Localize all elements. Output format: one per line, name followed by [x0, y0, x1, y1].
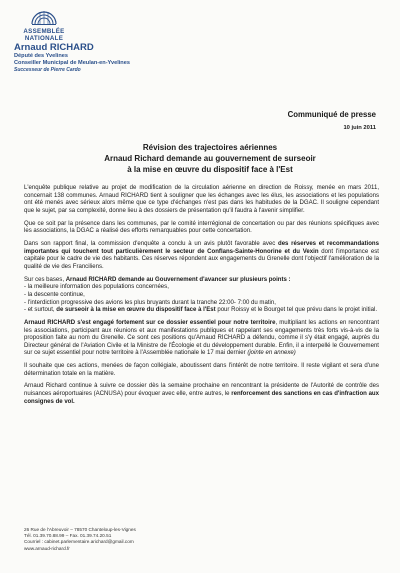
paragraph-3	[24, 241, 379, 272]
p5-annex-italic: (jointe en annexe)	[247, 350, 296, 357]
li4-text-c: pour Roissy et le Bourget tel que prévu dans le projet initial.	[215, 307, 377, 314]
author-role: Député des Yvelines	[14, 53, 68, 59]
author-successor: Successeur de Pierre Cardo	[14, 67, 81, 73]
footer-email[interactable]: Courriel : cabinet.parlementaire.arichard@gmail.com	[24, 539, 134, 545]
body-text	[24, 185, 379, 411]
author-council: Conseiller Municipal de Meulan-en-Yvelines	[14, 60, 130, 66]
list-item: - l'interdiction progressive des avions les plus bruyants durant la tranche 22:00- 7:00 du matin,	[24, 299, 276, 306]
hemicycle-emblem-icon	[30, 8, 58, 26]
p5-text-b: , multipliant les actions en rencontrant les associations, participant aux réunions et aux manifestations publiques et rappelant ses engagements très forts vis-à-vis de la proposition faite au nom du Grenelle. Ce sont ces positions qu'Arnaud RICHARD a défendu, comme il s'y était engagé, auprès du Directeur général de l'Aviation Civile et la Ministre de l'Écologie et du développement durable. Enfin, il a interpellé le Gouvernement sur ce sujet essentiel pour notre territoire à l'Assemblée nationale le 17 mai dernier	[24, 319, 379, 357]
footer-website[interactable]: www.arnaud-richard.fr	[24, 545, 70, 551]
paragraph-1: L'enquête publique relative au projet de modification de la circulation aérienne en direction de Roissy, menée en mars 2011, concernait 138 communes. Arnaud RICHARD tient à souligner que les échanges avec les élus, les associations et les populations ont été menés avec sérieux alors même que ce type d'échanges n'est pas dans les habitudes de la DGAC. Il souligne cependant que le sujet, par sa complexité, donne lieu à des dossiers de présentation qu'il faudra à l'avenir simplifier.	[24, 185, 379, 214]
release-date: 10 juin 2011	[343, 125, 376, 131]
demands-list	[24, 277, 379, 315]
footer-contact	[24, 527, 136, 552]
author-block	[14, 42, 214, 73]
title-line1: Révision des trajectoires aériennes	[142, 143, 278, 152]
p3-text-c: dont l'importance est capitale pour le cadre de vie des habitants. Ces réserves répondent aux engagements du Grenelle dont l'objectif l'amélioration de la qualité de vie des Franciliens.	[24, 248, 379, 270]
demands-intro	[24, 277, 379, 285]
press-release-label: Communiqué de presse	[287, 110, 376, 119]
author-name: Arnaud RICHARD	[14, 42, 94, 53]
title-line3: à la mise en œuvre du dispositif face à l'Est	[127, 165, 293, 174]
paragraph-6: Il souhaite que ces actions, menées de façon collégiale, aboutissent dans l'intérêt de notre territoire. Il reste vigilant et sera d'une détermination totale en la matière.	[24, 363, 379, 377]
p7-sanctions-bold: renforcement des sanctions en cas d'infraction aux consignes de vol.	[24, 391, 379, 405]
li4-text-a: - et surtout,	[24, 307, 57, 314]
p3-reserves-bold: des réserves et recommandations importantes qui touchent tout particulièrement le secteur de Conflans-Sainte-Honorine et du Vexin	[24, 240, 379, 255]
p4-text-a: Sur ces bases,	[24, 276, 66, 283]
paragraph-5	[24, 320, 379, 358]
paragraph-7	[24, 383, 379, 406]
footer-address: 26 Rue de l'Abreuvoir – 78570 Chanteloup-les-Vignes	[24, 527, 136, 532]
list-item: - la meilleure information des populations concernées,	[24, 284, 169, 291]
list-item: - la descente continue,	[24, 291, 85, 298]
logo-text-line1: ASSEMBLÉE	[23, 28, 65, 35]
p5-engaged-bold: Arnaud RICHARD s'est engagé fortement sur ce dossier essentiel pour notre territoire	[24, 319, 276, 326]
p4-demand-bold: Arnaud RICHARD demande au Gouvernement d'avancer sur plusieurs points :	[65, 276, 291, 283]
p7-text-a: Arnaud Richard continue à suivre ce dossier dès la semaine prochaine en rencontrant la présidente de l'Autorité de contrôle des nuisances aéroportuaires (ACNUSA) pour évoquer avec elle, entre autres, le	[24, 383, 379, 398]
list-item	[24, 307, 379, 315]
paragraph-2: Que ce soit par la présence dans les communes, par le comité interrégional de concertation ou par des réunions spécifiques avec les associations, la DGAC a réalisé des efforts remarquables pour cette concertation.	[24, 220, 379, 235]
logo-text-line2: NATIONALE	[24, 35, 64, 42]
title-line2: Arnaud Richard demande au gouvernement de surseoir	[104, 154, 316, 163]
li4-surseoir-bold: de surseoir à la mise en œuvre du dispositif face à l'Est	[56, 307, 216, 314]
p3-text-a: Dans son rapport final, la commission d'enquête a conclu à un avis plutôt favorable avec	[24, 240, 278, 247]
footer-phone: Tél. 01.39.70.88.99 – Fax. 01.39.74.20.51	[24, 533, 112, 539]
